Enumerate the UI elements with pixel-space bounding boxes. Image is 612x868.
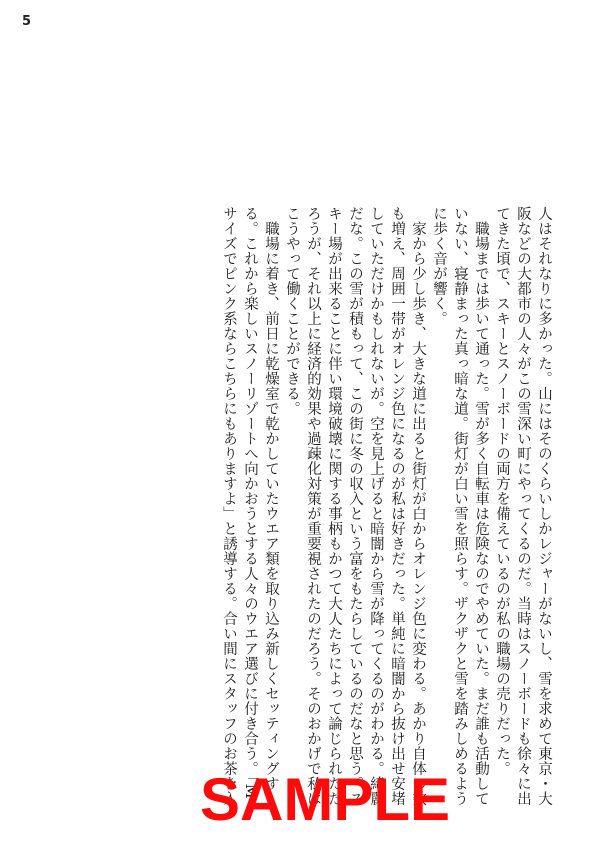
text-line: だな。この雪が積もって、この街に冬の収入という富をもたらしているのだなと思う。ス bbox=[347, 206, 363, 806]
text-line: いない、寝静まった真っ暗な道。街灯が白い雪を照らす。ザクザクと雪を踏みしめるよう bbox=[452, 206, 468, 806]
text-line: 阪などの大都市の人々がこの雪深い町にやってくるのだ。当時はスノーボードも徐々に出 bbox=[515, 206, 531, 806]
text-line: サイズでピンク系ならこちらにもありますよ」と誘導する。合い間にスタッフのお茶を入 bbox=[221, 206, 237, 806]
text-line: 職場に着き、前日に乾燥室で乾かしていたウエア類を取り込み新しくセッティングす bbox=[263, 206, 279, 791]
text-line: 職場までは歩いて通った。雪が多く自転車は危険なのでやめていた。まだ誰も活動して bbox=[473, 206, 489, 806]
body-text bbox=[218, 206, 554, 806]
page-number: 5 bbox=[22, 14, 32, 29]
text-line: てきた頃で、スキーとスノーボードの両方を備えているのが私の職場の売りだった。 bbox=[494, 206, 510, 776]
text-line: ろうが、それ以上に経済的効果や過疎化対策が重要視されたのだろう。そのおかげで私は bbox=[305, 206, 321, 806]
text-line: 人はそれなりに多かった。山にはそのくらいしかレジャーがないし、雪を求めて東京・大 bbox=[536, 206, 552, 806]
sample-watermark: SAMPLE bbox=[200, 766, 451, 833]
text-line: していただけかもしれないが。空を見上げると暗闇から雪が降ってくるのがわかる。綺麗 bbox=[368, 206, 384, 806]
text-line: る。これから楽しいスノーリゾートへ向かおうとする人々のウエア選びに付き合う。「M bbox=[242, 206, 258, 800]
text-line: キー場が出来ることに伴い環境破壊に関する事柄もかつて大人たちによって論じられただ bbox=[326, 206, 342, 806]
text-line: 家から少し歩き、大きな道に出ると街灯が白からオレンジ色に変わる。あかり自体の数 bbox=[410, 206, 426, 806]
text-line: こうやって働くことができる。 bbox=[284, 206, 300, 416]
text-line: も増え、周囲一帯がオレンジ色になるのが私は好きだった。単純に暗闇から抜け出せ安堵 bbox=[389, 206, 405, 806]
text-line: に歩く音が響く。 bbox=[431, 206, 447, 326]
